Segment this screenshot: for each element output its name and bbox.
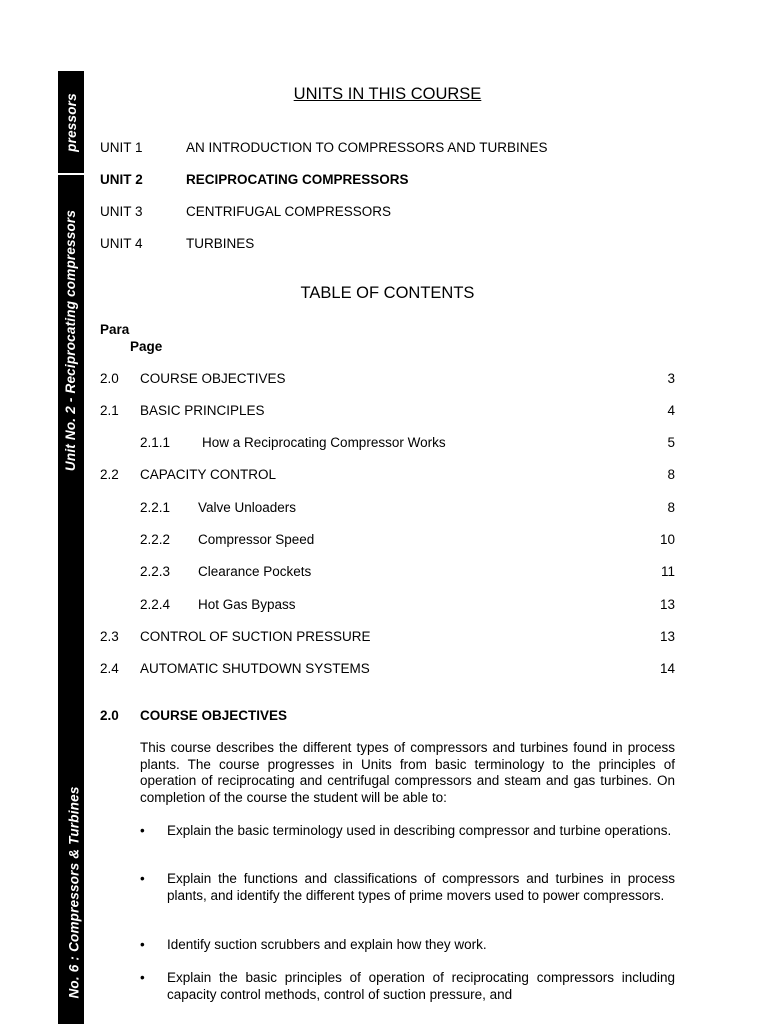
toc-entry-number: 2.0 (100, 371, 119, 386)
bullet-icon: • (140, 937, 145, 952)
section-intro-paragraph: This course describes the different types of compressors and turbines found in process plants. The course progresses in Units from basic terminology to the principles of operation of reciprocating and centrifugal compressors and steam and gas turbines. On completion of the course the student will be able to: (140, 740, 675, 805)
side-bar (58, 71, 84, 1024)
toc-entry-number: 2.3 (100, 629, 119, 644)
toc-entry-title: How a Reciprocating Compressor Works (202, 435, 446, 450)
toc-entry-number: 2.2.4 (140, 597, 171, 612)
toc-entry-page: 8 (667, 467, 675, 482)
sidebar-top-label: pressors (63, 92, 79, 152)
toc-entry-number: 2.2.3 (140, 564, 171, 579)
bullet-icon: • (140, 823, 145, 838)
toc-entry-title: Valve Unloaders (198, 500, 297, 515)
section-number: 2.0 (100, 708, 119, 723)
toc-entry-page: 3 (667, 371, 675, 386)
toc-entry-page: 14 (659, 661, 675, 676)
toc-entry-page: 8 (667, 500, 675, 515)
toc-entry-page: 13 (659, 629, 675, 644)
sidebar-course-label: No. 6 : Compressors & Turbines (66, 786, 82, 999)
section-title: COURSE OBJECTIVES (140, 708, 288, 723)
objective-item: Explain the basic terminology used in describing compressor and turbine operations. (167, 823, 672, 838)
toc-entry-title: COURSE OBJECTIVES (140, 371, 286, 386)
toc-entry-title: CONTROL OF SUCTION PRESSURE (140, 629, 371, 644)
toc-entry-title: AUTOMATIC SHUTDOWN SYSTEMS (140, 661, 370, 676)
toc-entry-page: 13 (659, 597, 675, 612)
unit-title: AN INTRODUCTION TO COMPRESSORS AND TURBINES (186, 140, 548, 155)
toc-entry-title: Clearance Pockets (198, 564, 312, 579)
toc-entry-number: 2.2.1 (140, 500, 171, 515)
toc-entry-number: 2.4 (100, 661, 119, 676)
toc-entry-number: 2.1.1 (140, 435, 171, 450)
bullet-icon: • (140, 970, 145, 985)
objective-item: Identify suction scrubbers and explain how they work. (167, 937, 487, 952)
bullet-icon: • (140, 871, 145, 886)
unit-num: UNIT 2 (100, 172, 143, 187)
unit-title: RECIPROCATING COMPRESSORS (186, 172, 409, 187)
toc-column-page: Page (130, 339, 163, 354)
objective-item: Explain the functions and classifications of compressors and turbines in process plants, and identify the different types of prime movers used to power compressors. (167, 871, 675, 903)
toc-entry-number: 2.2 (100, 467, 119, 482)
toc-entry-title: Hot Gas Bypass (198, 597, 296, 612)
unit-num: UNIT 3 (100, 204, 143, 219)
toc-entry-page: 5 (667, 435, 675, 450)
unit-num: UNIT 1 (100, 140, 143, 155)
unit-title: CENTRIFUGAL COMPRESSORS (186, 204, 392, 219)
unit-num: UNIT 4 (100, 236, 143, 251)
toc-entry-page: 10 (659, 532, 675, 547)
toc-column-para: Para (100, 322, 130, 337)
toc-entry-title: BASIC PRINCIPLES (140, 403, 265, 418)
toc-entry-number: 2.1 (100, 403, 119, 418)
sidebar-unit-label: Unit No. 2 - Reciprocating compressors (63, 209, 79, 471)
toc-entry-title: Compressor Speed (198, 532, 315, 547)
objective-item: Explain the basic principles of operation of reciprocating compressors including capacity control methods, control of suction pressure, and (167, 970, 675, 1002)
unit-title: TURBINES (186, 236, 255, 251)
toc-entry-page: 4 (667, 403, 675, 418)
units-heading: UNITS IN THIS COURSE (293, 85, 482, 103)
toc-heading: TABLE OF CONTENTS (300, 284, 475, 302)
toc-entry-page: 11 (660, 564, 675, 579)
toc-entry-title: CAPACITY CONTROL (140, 467, 277, 482)
toc-entry-number: 2.2.2 (140, 532, 171, 547)
